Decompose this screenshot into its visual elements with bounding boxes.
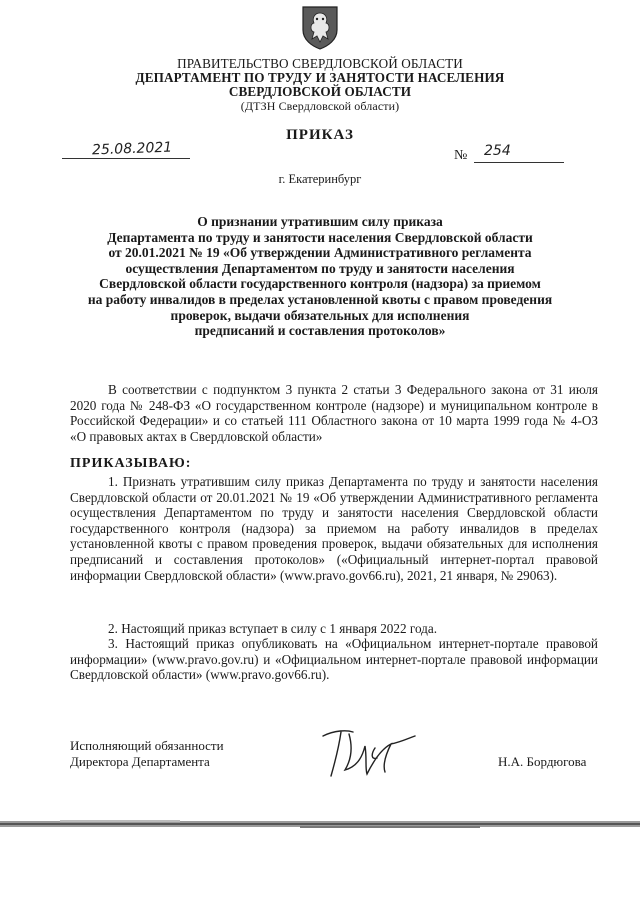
subject-line: на работу инвалидов в пределах установленной квоты с правом проведения bbox=[87, 291, 553, 307]
preamble-paragraph: В соответствии с подпунктом 3 пункта 2 статьи 3 Федерального закона от 31 июля 2020 года № 248-ФЗ «О государственном контроле (надзоре) и муниципальном контроле в Российской Федерации» и со статьей 111 Областного закона от 10 марта 1999 года № 4-ОЗ «О правовых актах в Свердловской области» bbox=[70, 382, 598, 444]
date-underline bbox=[62, 158, 190, 159]
document-title: ПРИКАЗ bbox=[286, 127, 354, 143]
order-item-3: 3. Настоящий приказ опубликовать на «Официальном интернет-портале правовой информации» (www.pravo.gov.ru) и «Официальном интернет-портале правовой информации Свердловской области» (www.pravo.gov66.ru). bbox=[70, 636, 598, 683]
signatory-position-line: Исполняющий обязанности bbox=[70, 738, 224, 753]
subject-line: предписаний и составления протоколов» bbox=[194, 323, 446, 339]
coat-of-arms-emblem bbox=[300, 4, 340, 50]
subject-line: О признании утратившим силу приказа bbox=[197, 214, 443, 229]
department-region: СВЕРДЛОВСКОЙ ОБЛАСТИ bbox=[228, 84, 412, 99]
scan-edge-strip bbox=[0, 818, 640, 830]
number-sign: № bbox=[454, 148, 468, 163]
subject-line: проверок, выдачи обязательных для исполнения bbox=[170, 307, 470, 323]
order-keyword: ПРИКАЗЫВАЮ: bbox=[70, 456, 192, 471]
document-number: 254 bbox=[484, 143, 511, 159]
document-date: 25.08.2021 bbox=[91, 139, 173, 159]
government-name: ПРАВИТЕЛЬСТВО СВЕРДЛОВСКОЙ ОБЛАСТИ bbox=[177, 56, 463, 71]
department-name: ДЕПАРТАМЕНТ ПО ТРУДУ И ЗАНЯТОСТИ НАСЕЛЕНИЯ bbox=[135, 70, 505, 85]
subject-line: осуществления Департаментом по труду и занятости населения bbox=[125, 260, 515, 276]
number-underline bbox=[474, 162, 564, 163]
signatory-name: Н.А. Бордюгова bbox=[498, 754, 587, 769]
subject-line: Свердловской области государственного контроля (надзора) за приемом bbox=[99, 276, 541, 292]
signatory-position-line: Директора Департамента bbox=[70, 754, 210, 769]
signatory-position bbox=[70, 738, 224, 770]
document-subject bbox=[70, 214, 570, 339]
subject-line: от 20.01.2021 № 19 «Об утверждении Административного регламента bbox=[108, 245, 532, 261]
order-item-1: 1. Признать утратившим силу приказ Департамента по труду и занятости населения Свердловской области от 20.01.2021 № 19 «Об утверждении Административного регламента осуществления Департаментом по труду и занятости населения Свердловской области государственного контроля (надзора) за приемом на работу инвалидов в пределах установленной квоты с правом проведения проверок, выдачи обязательных для исполнения предписаний и составления протоколов» («Официальный интернет-портал правовой информации Свердловской области» (www.pravo.gov66.ru), 2021, 21 января, № 29063). bbox=[70, 474, 598, 583]
handwritten-signature bbox=[305, 718, 425, 788]
document-city: г. Екатеринбург bbox=[278, 172, 362, 186]
department-abbreviation: (ДТЗН Свердловской области) bbox=[240, 99, 400, 113]
subject-line: Департамента по труду и занятости населения Свердловской области bbox=[107, 229, 533, 245]
order-item-2: 2. Настоящий приказ вступает в силу с 1 января 2022 года. bbox=[108, 621, 438, 636]
